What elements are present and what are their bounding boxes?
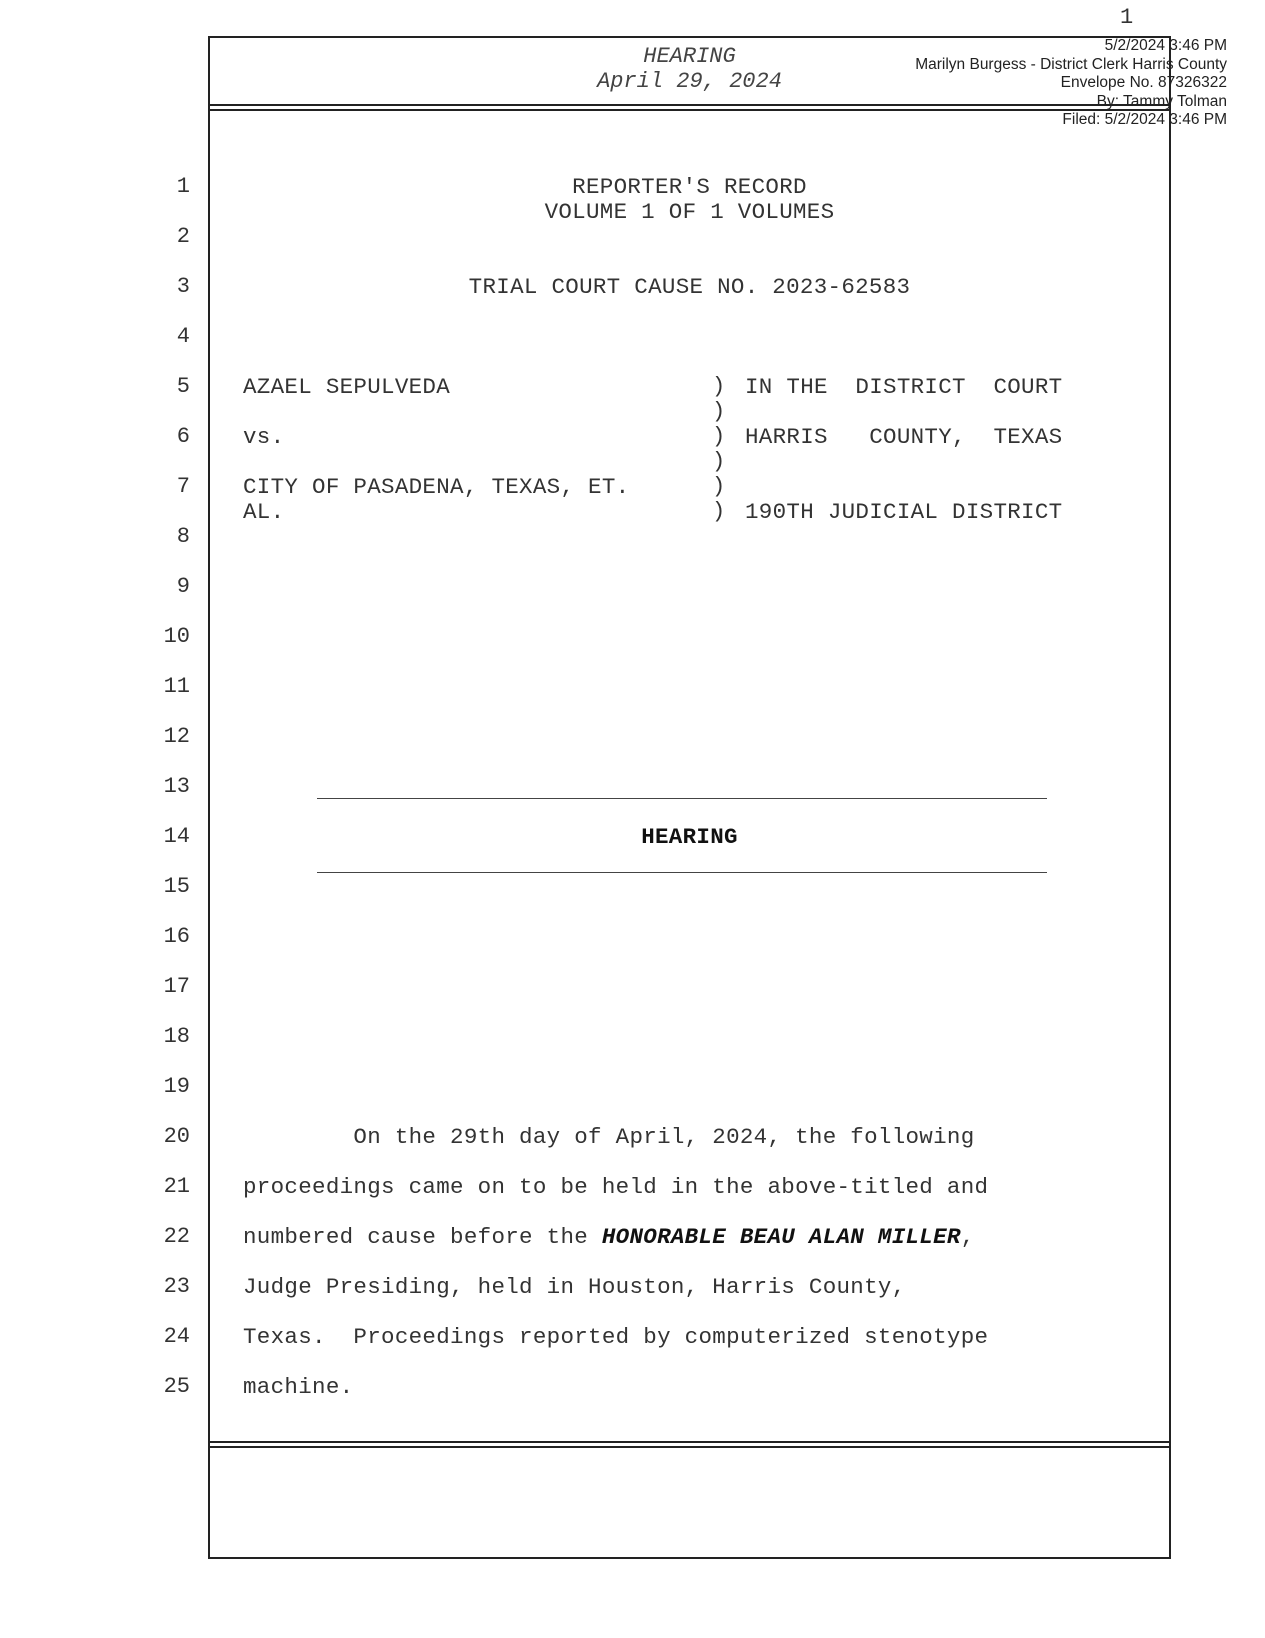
title-rule-top — [317, 798, 1047, 799]
line-number: 1 — [176, 174, 190, 199]
line-number: 15 — [163, 874, 190, 899]
line-number: 2 — [176, 224, 190, 249]
body-line-23: Judge Presiding, held in Houston, Harris County, — [243, 1274, 906, 1300]
caption-paren: ) — [712, 399, 726, 424]
line-number: 23 — [163, 1274, 190, 1299]
stamp-filed: Filed: 5/2/2024 3:46 PM — [1062, 111, 1227, 128]
record-volume: VOLUME 1 OF 1 VOLUMES — [544, 199, 835, 225]
line-number: 17 — [163, 974, 190, 999]
body-line-24: Texas. Proceedings reported by computerized stenotype — [243, 1324, 989, 1350]
caption-paren: ) — [712, 499, 726, 524]
judge-name: HONORABLE BEAU ALAN MILLER — [601, 1224, 961, 1250]
line-number: 25 — [163, 1374, 190, 1399]
line-number: 3 — [176, 274, 190, 299]
line-number: 12 — [163, 724, 190, 749]
record-title: REPORTER'S RECORD — [572, 174, 807, 200]
caption-paren: ) — [712, 424, 726, 449]
body-line-22-prefix: numbered cause before the — [243, 1224, 602, 1250]
stamp-clerk: Marilyn Burgess - District Clerk Harris County — [915, 55, 1227, 73]
line-number: 22 — [163, 1224, 190, 1249]
filing-stamp — [915, 37, 1227, 130]
defendant-line-2: AL. — [243, 499, 285, 525]
line-number: 14 — [163, 824, 190, 849]
line-number: 16 — [163, 924, 190, 949]
line-number: 24 — [163, 1324, 190, 1349]
line-number: 11 — [163, 674, 190, 699]
stamp-envelope: Envelope No. 87326322 — [1060, 74, 1227, 91]
line-number: 21 — [163, 1174, 190, 1199]
body-line-20: On the 29th day of April, 2024, the following — [243, 1124, 975, 1150]
header-title: HEARING — [643, 44, 736, 69]
line-number: 18 — [163, 1024, 190, 1049]
versus: vs. — [243, 424, 285, 450]
stamp-by: By: Tammy Tolman — [1096, 92, 1227, 110]
line-number: 10 — [163, 624, 190, 649]
body-line-22-suffix: , — [960, 1224, 975, 1250]
footer-divider-bottom — [210, 1446, 1169, 1448]
line-number: 4 — [176, 324, 190, 349]
line-number: 9 — [176, 574, 190, 599]
body-line-21: proceedings came on to be held in the above-titled and — [243, 1174, 989, 1200]
proceeding-title: HEARING — [641, 824, 738, 850]
page-number: 1 — [1120, 5, 1134, 30]
line-number: 5 — [176, 374, 190, 399]
court-line-3: 190TH JUDICIAL DISTRICT — [745, 499, 1063, 525]
line-number: 20 — [163, 1124, 190, 1149]
stamp-datetime: 5/2/2024 3:46 PM — [1104, 37, 1227, 54]
cause-number: TRIAL COURT CAUSE NO. 2023-62583 — [468, 274, 911, 300]
line-number: 6 — [176, 424, 190, 449]
caption-paren: ) — [712, 474, 726, 499]
body-line-25: machine. — [243, 1374, 354, 1400]
title-rule-bottom — [317, 872, 1047, 873]
caption-paren: ) — [712, 374, 726, 399]
line-number: 19 — [163, 1074, 190, 1099]
line-number: 7 — [176, 474, 190, 499]
court-line-1: IN THE DISTRICT COURT — [745, 374, 1063, 400]
defendant-line-1: CITY OF PASADENA, TEXAS, ET. — [243, 474, 630, 500]
caption-paren: ) — [712, 449, 726, 474]
court-line-2: HARRIS COUNTY, TEXAS — [745, 424, 1063, 450]
line-number: 13 — [163, 774, 190, 799]
footer-divider-top — [210, 1441, 1169, 1443]
line-number: 8 — [176, 524, 190, 549]
plaintiff-name: AZAEL SEPULVEDA — [243, 374, 451, 400]
header-date: April 29, 2024 — [597, 69, 782, 94]
body-line-22 — [243, 1224, 975, 1250]
